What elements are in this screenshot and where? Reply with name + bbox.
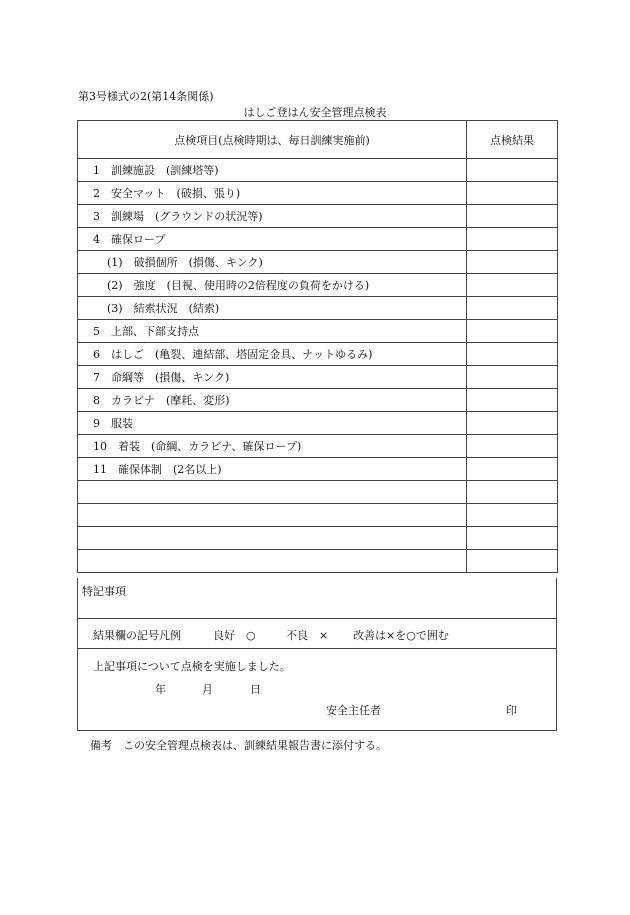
inspection-item: 5 上部、下部支持点 [78,320,467,343]
inspection-item: 10 着装 (命綱、カラビナ、確保ロープ) [78,435,467,458]
blank-row [78,504,558,527]
inspection-item: 1 訓練施設 (訓練塔等) [78,159,467,182]
inspection-item: 9 服装 [78,412,467,435]
legend-label: 結果欄の記号凡例 [93,629,181,642]
date-month: 月 [202,683,213,696]
table-row [78,389,558,412]
result-cell[interactable] [467,274,558,297]
result-cell[interactable] [467,159,558,182]
inspection-item: (1) 破損個所 (損傷、キンク) [78,251,467,274]
table-row [78,205,558,228]
result-cell[interactable] [467,205,558,228]
special-remarks-label: 特記事項 [82,585,126,598]
table-header-row [78,121,558,159]
blank-item-cell[interactable] [78,550,467,573]
result-legend [78,619,556,649]
result-cell[interactable] [467,435,558,458]
table-row [78,297,558,320]
legend-bad: 不良 × [286,629,329,642]
result-cell[interactable] [467,182,558,205]
table-row [78,228,558,251]
inspection-item: (2) 強度 (目視、使用時の2倍程度の負荷をかける) [78,274,467,297]
date-year: 年 [155,683,166,696]
confirmation-block [78,649,556,731]
result-cell[interactable] [467,343,558,366]
result-cell[interactable] [467,297,558,320]
inspection-table [77,120,558,573]
blank-result-cell[interactable] [467,550,558,573]
inspection-item: (3) 結索状況 (結索) [78,297,467,320]
inspection-item: 11 確保体制 (2名以上) [78,458,467,481]
blank-row [78,527,558,550]
blank-row [78,550,558,573]
legend-improved: 改善は×を○で囲む [353,629,449,642]
table-row [78,159,558,182]
header-inspection-result: 点検結果 [467,121,558,159]
inspection-item: 8 カラビナ (摩耗、変形) [78,389,467,412]
inspection-item: 2 安全マット (破損、張り) [78,182,467,205]
table-row [78,435,558,458]
inspection-item: 3 訓練場 (グラウンドの状況等) [78,205,467,228]
result-cell[interactable] [467,366,558,389]
header-inspection-item: 点検項目(点検時期は、毎日訓練実施前) [78,121,467,159]
result-cell[interactable] [467,320,558,343]
blank-result-cell[interactable] [467,527,558,550]
confirmation-statement: 上記事項について点検を実施しました。 [93,660,291,673]
table-row [78,366,558,389]
safety-officer-label: 安全主任者 [326,704,381,717]
blank-item-cell[interactable] [78,504,467,527]
footnote: 備考 この安全管理点検表は、訓練結果報告書に添付する。 [90,739,387,752]
form-number: 第3号様式の2(第14条関係) [78,90,214,103]
document-title: はしご登はん安全管理点検表 [243,106,387,119]
result-cell[interactable] [467,389,558,412]
special-remarks-box [78,578,556,619]
blank-item-cell[interactable] [78,481,467,504]
result-cell[interactable] [467,228,558,251]
blank-result-cell[interactable] [467,504,558,527]
legend-good: 良好 ○ [213,629,256,642]
inspection-item: 7 命綱等 (損傷、キンク) [78,366,467,389]
table-row [78,458,558,481]
table-row [78,274,558,297]
table-row [78,182,558,205]
result-cell[interactable] [467,251,558,274]
inspection-item: 6 はしご (亀裂、連結部、塔固定金具、ナットゆるみ) [78,343,467,366]
result-cell[interactable] [467,412,558,435]
date-day: 日 [250,683,261,696]
blank-result-cell[interactable] [467,481,558,504]
blank-row [78,481,558,504]
table-row [78,343,558,366]
result-cell[interactable] [467,458,558,481]
inspection-item: 4 確保ロープ [78,228,467,251]
table-row [78,412,558,435]
lower-section [77,578,557,731]
seal-mark: 印 [506,704,517,717]
table-row [78,251,558,274]
table-row [78,320,558,343]
blank-item-cell[interactable] [78,527,467,550]
